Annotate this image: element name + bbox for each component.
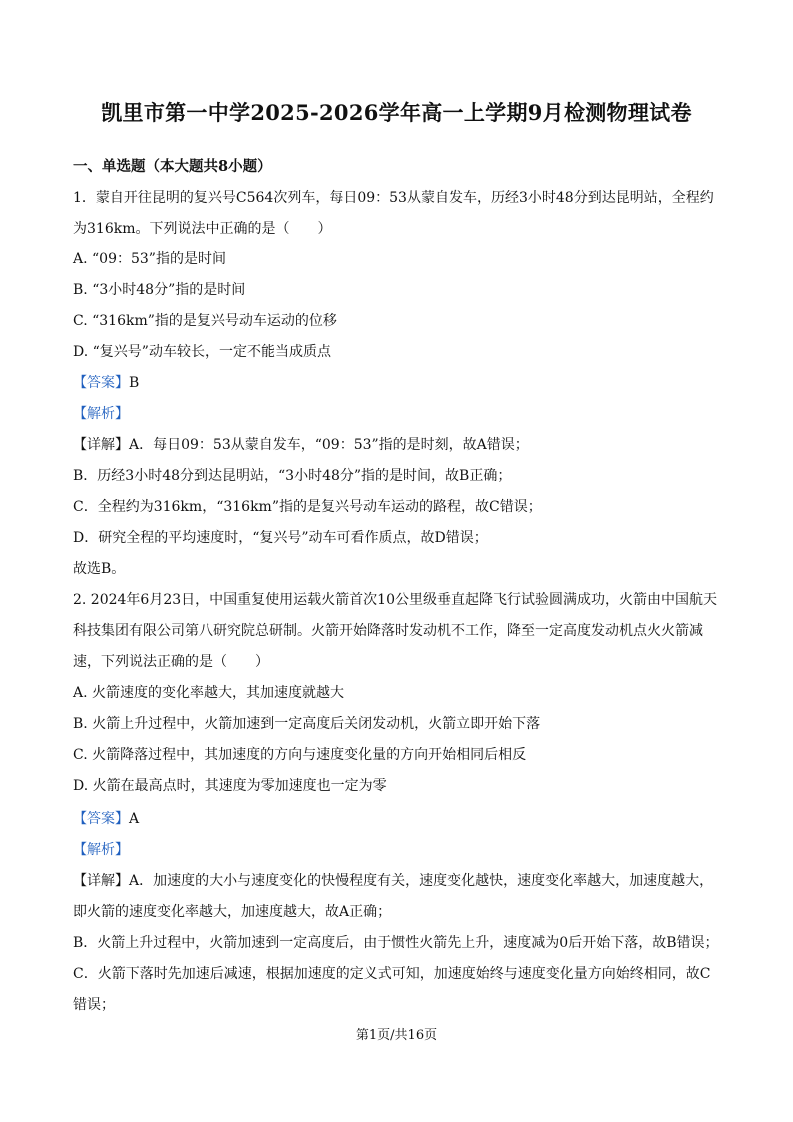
question-2-detail-line: 即火箭的速度变化率越大，加速度越大，故A正确； <box>73 904 392 920</box>
question-1-stem: 1．蒙自开往昆明的复兴号C564次列车，每日09：53从蒙自发车，历经3小时48分到达昆明站，全程约 <box>73 190 714 206</box>
question-1-conclusion: 故选B。 <box>73 561 126 577</box>
document-title: 凯里市第一中学2025-2026学年高一上学期9月检测物理试卷 <box>101 100 692 125</box>
question-1-option-c: C. “316km”指的是复兴号动车运动的位移 <box>73 313 337 329</box>
detail-text: A．加速度的大小与速度变化的快慢程度有关，速度变化越快，速度变化率越大，加速度越大， <box>129 873 714 889</box>
answer-tag: 【答案】 <box>73 375 129 391</box>
question-1-stem-cont: 为316km。下列说法中正确的是（ ） <box>73 221 332 237</box>
detail-tag: 【详解】 <box>73 437 129 453</box>
question-1-analysis-tag: 【解析】 <box>73 406 129 422</box>
question-1-detail-line: C．全程约为316km，“316km”指的是复兴号动车运动的路程，故C错误； <box>73 499 542 515</box>
question-1-detail-line: B．历经3小时48分到达昆明站，“3小时48分”指的是时间，故B正确； <box>73 468 512 484</box>
question-1-option-a: A. “09：53”指的是时间 <box>73 251 226 267</box>
section-heading: 一、单选题（本大题共8小题） <box>73 158 272 175</box>
question-2-stem: 2. 2024年6月23日，中国重复使用运载火箭首次10公里级垂直起降飞行试验圆满成功，火箭由中国航天 <box>73 592 717 608</box>
question-1-option-d: D. “复兴号”动车较长，一定不能当成质点 <box>73 344 331 360</box>
question-2-detail-line: B．火箭上升过程中，火箭加速到一定高度后，由于惯性火箭先上升，速度减为0后开始下落，故B错误； <box>73 935 719 951</box>
question-2-detail-line <box>73 871 713 891</box>
question-2-option-d: D. 火箭在最高点时，其速度为零加速度也一定为零 <box>73 778 387 794</box>
question-1-answer <box>73 373 139 393</box>
question-2-analysis-tag: 【解析】 <box>73 842 129 858</box>
page-footer: 第1页/共16页 <box>355 1028 438 1043</box>
question-1-option-b: B. “3小时48分”指的是时间 <box>73 282 246 298</box>
question-2-answer <box>73 809 139 829</box>
question-2-option-a: A. 火箭速度的变化率越大，其加速度就越大 <box>73 685 345 701</box>
question-1-detail-line: D．研究全程的平均速度时，“复兴号”动车可看作质点，故D错误； <box>73 530 488 546</box>
answer-value: B <box>129 375 140 391</box>
answer-tag: 【答案】 <box>73 811 129 827</box>
question-2-detail-line: C．火箭下落时先加速后减速，根据加速度的定义式可知，加速度始终与速度变化量方向始终相同，故C <box>73 966 711 982</box>
question-1-detail-line <box>73 435 529 455</box>
detail-tag: 【详解】 <box>73 873 129 889</box>
detail-text: A．每日09：53从蒙自发车，“09：53”指的是时刻，故A错误； <box>129 437 529 453</box>
question-2-option-b: B. 火箭上升过程中，火箭加速到一定高度后关闭发动机，火箭立即开始下落 <box>73 716 541 732</box>
question-2-stem-cont: 科技集团有限公司第八研究院总研制。火箭开始降落时发动机不工作，降至一定高度发动机点火火箭减 <box>73 623 703 639</box>
question-2-stem-cont: 速，下列说法正确的是（ ） <box>73 654 269 670</box>
question-2-detail-line: 错误； <box>73 997 115 1013</box>
answer-value: A <box>129 811 140 827</box>
question-2-option-c: C. 火箭降落过程中，其加速度的方向与速度变化量的方向开始相同后相反 <box>73 747 527 763</box>
